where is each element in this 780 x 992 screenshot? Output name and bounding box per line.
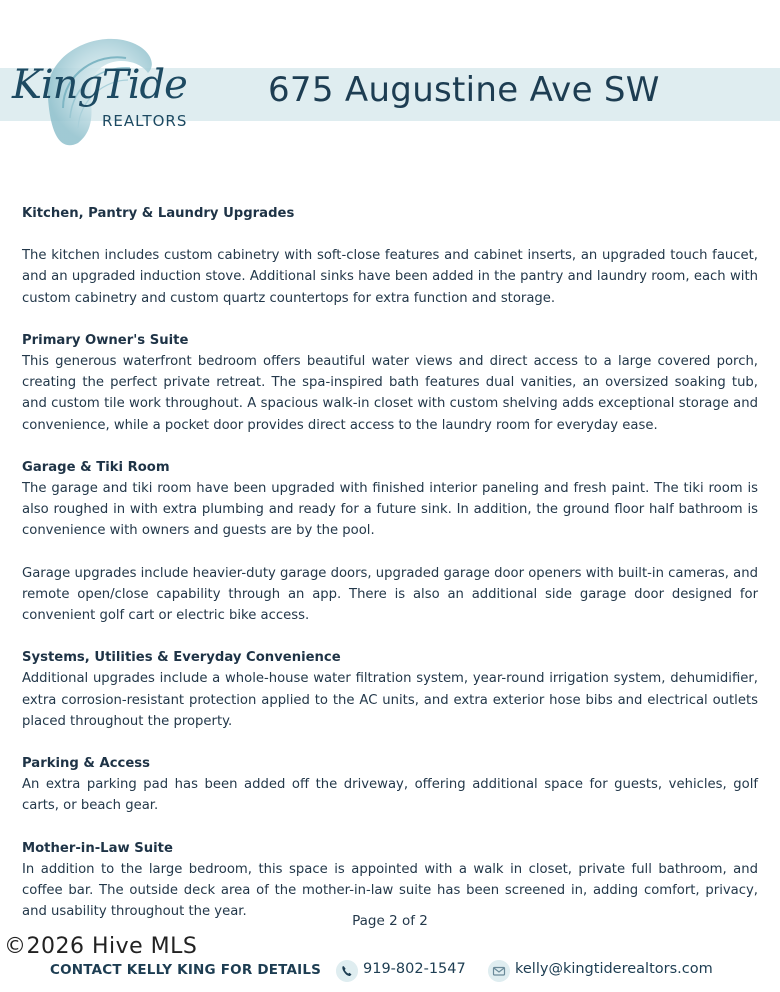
section-heading: Kitchen, Pantry & Laundry Upgrades	[22, 206, 295, 221]
spacer	[22, 309, 758, 330]
email-icon	[488, 960, 510, 982]
section-heading: Garage & Tiki Room	[22, 459, 170, 475]
page-number: Page 2 of 2	[352, 913, 428, 929]
spacer	[22, 626, 758, 647]
paragraph: This generous waterfront bedroom offers beautiful water views and direct access to a large covered porch, creating the perfect private retreat. The spa-inspired bath features dual vanities, an oversized soaking tub, and custom tile work throughout. A spacious walk-in closet with custom shelving adds exceptional storage and convenience, while a pocket door provides direct access to the laundry room for everyday ease.	[22, 354, 758, 433]
section-heading: Systems, Utilities & Everyday Convenience	[22, 650, 341, 666]
paragraph: The kitchen includes custom cabinetry with soft-close features and cabinet inserts, an upgraded touch faucet, and an upgraded induction stove. Additional sinks have been added in the pantry and laundry room, each with custom cabinetry and custom quartz countertops for extra function and storage.	[22, 248, 758, 306]
spacer	[22, 732, 758, 753]
logo-wordmark: KingTide	[12, 62, 187, 108]
section-heading: Parking & Access	[22, 756, 150, 772]
section	[22, 838, 758, 923]
logo-subtitle: REALTORS	[102, 112, 188, 130]
document-body	[22, 203, 758, 922]
contact-label: CONTACT KELLY KING FOR DETAILS	[50, 962, 322, 978]
spacer	[22, 224, 758, 245]
phone-link[interactable]: 919-802-1547	[363, 961, 466, 977]
section	[22, 647, 758, 732]
paragraph: The garage and tiki room have been upgraded with finished interior paneling and fresh paint. The tiki room is also roughed in with extra plumbing and ready for a future sink. In addition, the ground floor half bathroom is convenience with owners and guests are by the pool.	[22, 481, 758, 539]
paragraph: Garage upgrades include heavier-duty garage doors, upgraded garage door openers with built-in cameras, and remote open/close capability through an app. There is also an additional side garage door designed for convenient golf cart or electric bike access.	[22, 565, 758, 624]
paragraph: An extra parking pad has been added off the driveway, offering additional space for guests, vehicles, golf carts, or beach gear.	[22, 777, 758, 814]
contact-footer	[0, 958, 780, 984]
spacer	[22, 436, 758, 457]
section	[22, 330, 758, 436]
section-heading: Mother-in-Law Suite	[22, 840, 173, 856]
spacer	[22, 542, 758, 563]
section	[22, 753, 758, 817]
section	[22, 457, 758, 626]
paragraph: Additional upgrades include a whole-house water filtration system, year-round irrigation system, dehumidifier, extra corrosion-resistant protection applied to the AC units, and extra exterior hose bibs and electrical outlets placed throughout the property.	[22, 671, 758, 729]
copyright-notice: ©2026 Hive MLS	[4, 934, 198, 959]
phone-icon	[336, 960, 358, 982]
section-heading: Primary Owner's Suite	[22, 332, 189, 348]
page-title: 675 Augustine Ave SW	[268, 70, 660, 110]
section	[22, 203, 758, 309]
paragraph: In addition to the large bedroom, this space is appointed with a walk in closet, private full bathroom, and coffee bar. The outside deck area of the mother-in-law suite has been screened in, adding comfort, privacy, and usability throughout the year.	[22, 861, 758, 920]
email-link[interactable]: kelly@kingtiderealtors.com	[515, 961, 713, 977]
spacer	[22, 817, 758, 838]
